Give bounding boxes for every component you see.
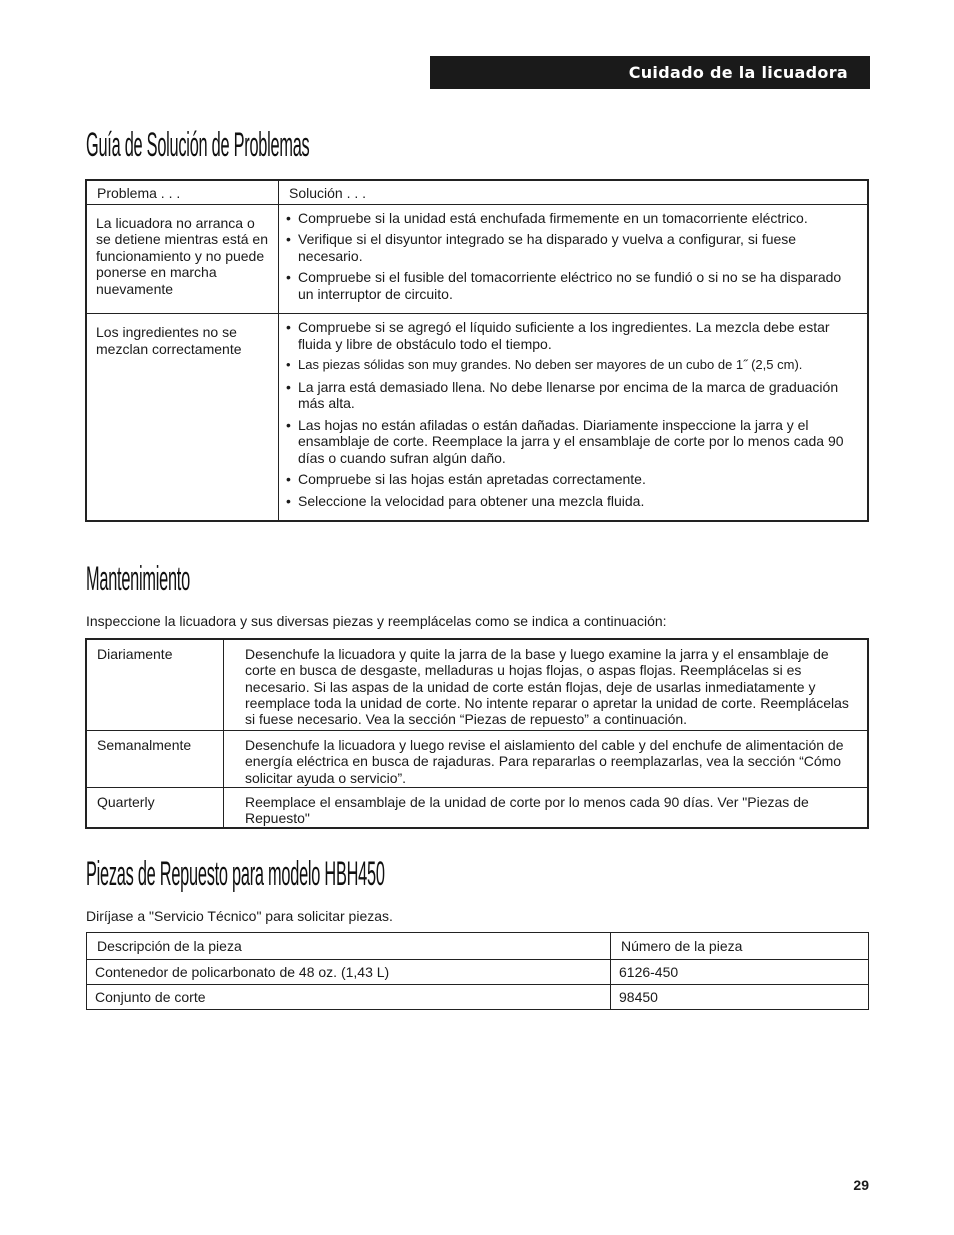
column-header-part-number: Número de la pieza	[611, 933, 869, 960]
table-row	[86, 314, 868, 522]
maintenance-description-cell: Reemplace el ensamblaje de la unidad de corte por lo menos cada 90 días. Ver "Piezas de Repuesto"	[224, 788, 869, 828]
list-item: • Compruebe si el fusible del tomacorriente eléctrico no se fundió o si no se ha disparado un interruptor de circuito.	[279, 269, 859, 302]
column-header-solution: Solución . . .	[279, 180, 869, 204]
part-description-cell: Conjunto de corte	[87, 985, 611, 1010]
frequency-cell: Semanalmente	[86, 731, 224, 788]
solution-cell	[279, 204, 869, 314]
solution-list	[279, 319, 859, 509]
frequency-cell: Quarterly	[86, 788, 224, 828]
column-header-problem: Problema . . .	[86, 180, 279, 204]
table-row	[86, 788, 868, 828]
problem-cell: Los ingredientes no se mezclan correctamente	[86, 314, 279, 522]
list-item: • Las piezas sólidas son muy grandes. No deben ser mayores de un cubo de 1˝ (2,5 cm).	[279, 357, 859, 374]
maintenance-table	[85, 638, 869, 829]
list-item: • Seleccione la velocidad para obtener una mezcla fluida.	[279, 493, 859, 510]
list-item: • La jarra está demasiado llena. No debe llenarse por encima de la marca de graduación más alta.	[279, 379, 859, 412]
section-header-bar	[430, 56, 870, 89]
list-item: • Compruebe si se agregó el líquido suficiente a los ingredientes. La mezcla debe estar fluida y libre de obstáculo todo el tiempo.	[279, 319, 859, 352]
frequency-cell: Diariamente	[86, 639, 224, 731]
column-header-description: Descripción de la pieza	[87, 933, 611, 960]
parts-intro: Diríjase a "Servicio Técnico" para solicitar piezas.	[86, 908, 393, 924]
table-row	[86, 204, 868, 314]
list-item: • Las hojas no están afiladas o están dañadas. Diariamente inspeccione la jarra y el ensamblaje de corte. Reemplace la jarra y el ensamblaje de corte por lo menos cada 90 días o cuando sufran algún daño.	[279, 417, 859, 467]
list-item: • Verifique si el disyuntor integrado se ha disparado y vuelva a configurar, si fuese necesario.	[279, 231, 859, 264]
table-header-row	[87, 933, 869, 960]
table-row	[87, 985, 869, 1010]
part-description-cell: Contenedor de policarbonato de 48 oz. (1,43 L)	[87, 960, 611, 985]
maintenance-description-cell: Desenchufe la licuadora y quite la jarra de la base y luego examine la jarra y el ensamblaje de corte en busca de desgaste, melladuras u hojas flojas, o aspas flojas. Reemplácelas si es necesario. Si las aspas de la unidad de corte están flojas, deje de usarlas inmediatamente y reemplace toda la unidad de corte. No intente reparar o apretar la unidad de corte. Reemplácelas si fuese necesario. Vea la sección “Piezas de repuesto” a continuación.	[224, 639, 869, 731]
table-row	[86, 639, 868, 731]
parts-title: Piezas de Repuesto para modelo HBH450	[86, 855, 385, 893]
solution-list	[279, 210, 859, 303]
parts-table	[86, 932, 869, 1010]
table-row	[87, 960, 869, 985]
part-number-cell: 98450	[611, 985, 869, 1010]
problem-cell: La licuadora no arranca o se detiene mientras está en funcionamiento y no puede ponerse en marcha nuevamente	[86, 204, 279, 314]
section-header-label: Cuidado de la licuadora	[628, 63, 848, 82]
list-item: • Compruebe si la unidad está enchufada firmemente en un tomacorriente eléctrico.	[279, 210, 859, 227]
table-row	[86, 731, 868, 788]
list-item: • Compruebe si las hojas están apretadas correctamente.	[279, 471, 859, 488]
solution-cell	[279, 314, 869, 522]
troubleshooting-table	[85, 179, 869, 522]
troubleshooting-title: Guía de Solución de Problemas	[86, 126, 310, 164]
maintenance-title: Mantenimiento	[86, 560, 190, 598]
page-number: 29	[853, 1177, 869, 1193]
maintenance-intro: Inspeccione la licuadora y sus diversas piezas y reemplácelas como se indica a continuación:	[86, 613, 667, 629]
part-number-cell: 6126-450	[611, 960, 869, 985]
maintenance-description-cell: Desenchufe la licuadora y luego revise el aislamiento del cable y del enchufe de alimentación de energía eléctrica en busca de rajaduras. Para repararlas o reemplazarlas, vea la sección “Cómo solicitar ayuda o servicio”.	[224, 731, 869, 788]
table-header-row	[86, 180, 868, 204]
